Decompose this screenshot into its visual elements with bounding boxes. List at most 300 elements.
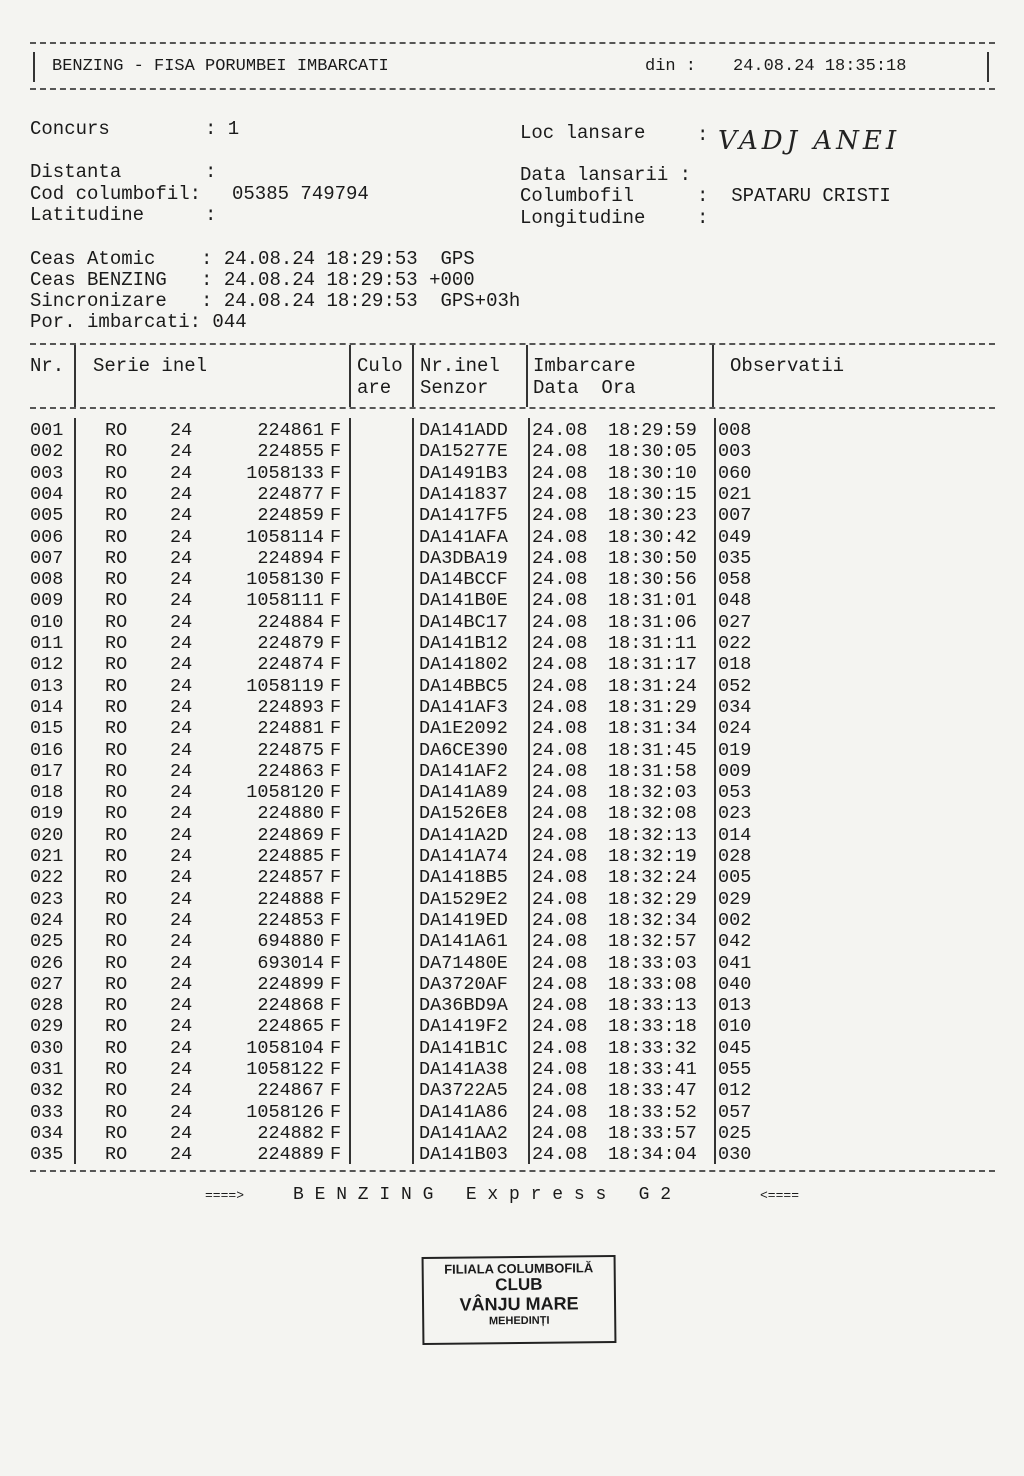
cell-country: RO (105, 931, 128, 953)
cell-sex: F (330, 654, 342, 676)
cell-date: 24.08 (532, 888, 588, 910)
cell-country: RO (105, 590, 128, 612)
cell-nr: 017 (30, 760, 64, 782)
table-row (30, 676, 995, 697)
cell-obs: 019 (718, 739, 752, 761)
cell-time: 18:31:11 (608, 633, 697, 654)
cell-ring: 1058130 (246, 569, 324, 591)
cell-nr: 010 (30, 611, 64, 633)
cell-date: 24.08 (532, 1059, 588, 1080)
cell-country: RO (105, 547, 128, 569)
cell-date: 24.08 (532, 1101, 588, 1123)
cell-sensor: DA141B0E (419, 590, 508, 612)
table-row (30, 931, 995, 952)
cell-sensor: DA141A89 (419, 782, 508, 804)
cell-sex: F (330, 505, 342, 527)
cell-country: RO (105, 846, 128, 867)
cell-obs: 057 (718, 1101, 752, 1123)
cell-time: 18:33:03 (608, 952, 697, 974)
cell-nr: 023 (30, 888, 64, 910)
table-row (30, 740, 995, 761)
cell-obs: 055 (718, 1059, 752, 1080)
cell-year: 24 (170, 654, 193, 676)
cell-sensor: DA141AA2 (419, 1122, 508, 1144)
cell-date: 24.08 (532, 441, 588, 463)
table-row (30, 1038, 995, 1059)
cell-obs: 022 (718, 633, 752, 654)
cell-date: 24.08 (532, 846, 588, 867)
cell-date: 24.08 (532, 1122, 588, 1144)
cell-sex: F (330, 760, 342, 782)
table-row (30, 889, 995, 910)
table-row (30, 825, 995, 846)
cell-date: 24.08 (532, 952, 588, 974)
cell-sex: F (330, 867, 342, 889)
cell-nr: 020 (30, 824, 64, 846)
col-sep-1-header (74, 345, 76, 407)
cell-nr: 008 (30, 569, 64, 591)
table-row (30, 633, 995, 654)
din-label: din : (645, 57, 697, 76)
col-header-nr: Nr. (30, 355, 65, 377)
cell-obs: 060 (718, 462, 752, 484)
cell-sex: F (330, 526, 342, 548)
cell-obs: 042 (718, 931, 752, 953)
cell-country: RO (105, 824, 128, 846)
cell-year: 24 (170, 739, 193, 761)
cell-year: 24 (170, 782, 193, 804)
cell-time: 18:30:10 (608, 462, 697, 484)
col-header-nrinel-2: Senzor (420, 377, 489, 399)
cell-year: 24 (170, 995, 193, 1017)
cell-ring: 1058122 (246, 1059, 324, 1080)
latitudine-value: : (205, 204, 217, 226)
cell-nr: 005 (30, 505, 64, 527)
cell-obs: 053 (718, 782, 752, 804)
table-row (30, 910, 995, 931)
cell-date: 24.08 (532, 483, 588, 505)
cell-country: RO (105, 675, 128, 697)
cell-country: RO (105, 909, 128, 931)
cell-country: RO (105, 483, 128, 505)
cell-sensor: DA141AFA (419, 526, 508, 548)
cell-nr: 004 (30, 483, 64, 505)
cell-date: 24.08 (532, 654, 588, 676)
header-bottom-border (30, 88, 995, 90)
data-lansarii-label: Data lansarii : (520, 164, 692, 186)
cell-sex: F (330, 1037, 342, 1059)
cell-nr: 028 (30, 995, 64, 1017)
table-row (30, 761, 995, 782)
footer-left-arrow: ====> (205, 1188, 245, 1203)
cell-time: 18:30:50 (608, 547, 697, 569)
cell-nr: 021 (30, 846, 64, 867)
cell-sex: F (330, 441, 342, 463)
cell-sex: F (330, 420, 342, 441)
cell-nr: 007 (30, 547, 64, 569)
cell-sex: F (330, 846, 342, 867)
cell-time: 18:33:08 (608, 973, 697, 995)
cell-year: 24 (170, 611, 193, 633)
cell-nr: 026 (30, 952, 64, 974)
cell-date: 24.08 (532, 547, 588, 569)
cell-sensor: DA1E2092 (419, 718, 508, 740)
cell-year: 24 (170, 973, 193, 995)
cell-year: 24 (170, 1037, 193, 1059)
cell-year: 24 (170, 675, 193, 697)
cell-nr: 029 (30, 1016, 64, 1038)
table-header-bottom-border (30, 407, 995, 409)
cell-nr: 009 (30, 590, 64, 612)
cell-sex: F (330, 909, 342, 931)
header-right-border (987, 52, 989, 82)
cell-sensor: DA141837 (419, 483, 508, 505)
cell-time: 18:30:56 (608, 569, 697, 591)
cell-sensor: DA6CE390 (419, 739, 508, 761)
cell-sensor: DA141B03 (419, 1144, 508, 1166)
cell-time: 18:32:19 (608, 846, 697, 867)
cell-sensor: DA141ADD (419, 420, 508, 441)
cell-obs: 007 (718, 505, 752, 527)
cell-country: RO (105, 760, 128, 782)
col-header-imbarcare-1: Imbarcare (533, 355, 636, 377)
cell-nr: 019 (30, 803, 64, 825)
cell-ring: 224899 (257, 973, 324, 995)
cell-nr: 015 (30, 718, 64, 740)
cell-time: 18:33:41 (608, 1059, 697, 1080)
cell-date: 24.08 (532, 909, 588, 931)
cell-sensor: DA1417F5 (419, 505, 508, 527)
cell-time: 18:31:01 (608, 590, 697, 612)
cell-date: 24.08 (532, 824, 588, 846)
cell-country: RO (105, 420, 128, 441)
cell-sensor: DA1529E2 (419, 888, 508, 910)
cell-date: 24.08 (532, 739, 588, 761)
table-row (30, 441, 995, 462)
cell-ring: 224853 (257, 909, 324, 931)
cell-ring: 1058104 (246, 1037, 324, 1059)
cell-obs: 008 (718, 420, 752, 441)
distanta-label: Distanta (30, 161, 122, 183)
footer-brand: B E N Z I N G E x p r e s s G 2 (293, 1185, 672, 1205)
cell-sensor: DA1419F2 (419, 1016, 508, 1038)
cell-country: RO (105, 867, 128, 889)
cell-sex: F (330, 696, 342, 718)
cell-sensor: DA141A38 (419, 1059, 508, 1080)
cell-obs: 014 (718, 824, 752, 846)
cell-obs: 058 (718, 569, 752, 591)
cell-sex: F (330, 675, 342, 697)
table-bottom-border (30, 1170, 995, 1172)
cell-time: 18:30:23 (608, 505, 697, 527)
cell-obs: 029 (718, 888, 752, 910)
cell-country: RO (105, 803, 128, 825)
cell-year: 24 (170, 1122, 193, 1144)
columbofil-value: : SPATARU CRISTI (697, 185, 891, 207)
cell-country: RO (105, 1016, 128, 1038)
cell-ring: 224881 (257, 718, 324, 740)
cell-ring: 1058126 (246, 1101, 324, 1123)
cell-date: 24.08 (532, 611, 588, 633)
table-row (30, 527, 995, 548)
cell-obs: 041 (718, 952, 752, 974)
cell-sex: F (330, 803, 342, 825)
sincronizare: Sincronizare : 24.08.24 18:29:53 GPS+03h (30, 290, 521, 312)
cell-country: RO (105, 633, 128, 654)
cell-nr: 003 (30, 462, 64, 484)
table-row (30, 1144, 995, 1165)
cell-year: 24 (170, 483, 193, 505)
cell-nr: 018 (30, 782, 64, 804)
cell-ring: 224859 (257, 505, 324, 527)
table-row (30, 995, 995, 1016)
cell-ring: 1058119 (246, 675, 324, 697)
cell-date: 24.08 (532, 931, 588, 953)
concurs-label: Concurs (30, 118, 110, 140)
header-left-border (33, 52, 35, 82)
cell-country: RO (105, 611, 128, 633)
cell-time: 18:33:32 (608, 1037, 697, 1059)
cell-country: RO (105, 1080, 128, 1102)
cell-sensor: DA141A61 (419, 931, 508, 953)
cell-obs: 009 (718, 760, 752, 782)
cell-sex: F (330, 973, 342, 995)
cell-year: 24 (170, 952, 193, 974)
stamp-line-4: MEHEDINȚI (488, 1314, 550, 1328)
cell-ring: 224894 (257, 547, 324, 569)
cell-ring: 1058114 (246, 526, 324, 548)
col-header-serie: Serie inel (93, 355, 208, 377)
cell-time: 18:34:04 (608, 1144, 697, 1166)
cell-year: 24 (170, 569, 193, 591)
cell-obs: 010 (718, 1016, 752, 1038)
columbofil-label: Columbofil (520, 185, 635, 207)
cell-time: 18:33:52 (608, 1101, 697, 1123)
cell-ring: 224889 (257, 1144, 324, 1166)
cell-sex: F (330, 1122, 342, 1144)
cell-ring: 224885 (257, 846, 324, 867)
cell-ring: 224869 (257, 824, 324, 846)
cell-sensor: DA141B12 (419, 633, 508, 654)
cell-date: 24.08 (532, 1144, 588, 1166)
cell-sensor: DA141AF2 (419, 760, 508, 782)
cell-sex: F (330, 611, 342, 633)
cell-date: 24.08 (532, 569, 588, 591)
cell-time: 18:31:45 (608, 739, 697, 761)
stamp-line-1: FILIALA COLUMBOFILĂ (444, 1260, 594, 1277)
cell-sensor: DA14BBC5 (419, 675, 508, 697)
cell-obs: 003 (718, 441, 752, 463)
table-row (30, 612, 995, 633)
cell-sex: F (330, 1101, 342, 1123)
cell-year: 24 (170, 846, 193, 867)
cell-nr: 034 (30, 1122, 64, 1144)
cell-ring: 224855 (257, 441, 324, 463)
cell-country: RO (105, 569, 128, 591)
cell-nr: 014 (30, 696, 64, 718)
cell-date: 24.08 (532, 420, 588, 441)
cell-obs: 013 (718, 995, 752, 1017)
cell-ring: 1058120 (246, 782, 324, 804)
cell-obs: 045 (718, 1037, 752, 1059)
cell-country: RO (105, 1122, 128, 1144)
table-row (30, 953, 995, 974)
cell-year: 24 (170, 420, 193, 441)
cell-date: 24.08 (532, 995, 588, 1017)
cell-year: 24 (170, 696, 193, 718)
cell-ring: 224875 (257, 739, 324, 761)
cell-time: 18:32:24 (608, 867, 697, 889)
cell-year: 24 (170, 1144, 193, 1166)
cell-year: 24 (170, 718, 193, 740)
cell-time: 18:31:24 (608, 675, 697, 697)
cell-sex: F (330, 483, 342, 505)
col-sep-5-header (712, 345, 714, 407)
cell-obs: 035 (718, 547, 752, 569)
col-header-culoare-1: Culo (357, 355, 403, 377)
cell-time: 18:31:17 (608, 654, 697, 676)
stamp-line-3: VÂNJU MARE (459, 1293, 579, 1315)
cell-obs: 021 (718, 483, 752, 505)
cell-time: 18:32:57 (608, 931, 697, 953)
ceas-atomic: Ceas Atomic : 24.08.24 18:29:53 GPS (30, 248, 475, 270)
cell-date: 24.08 (532, 1080, 588, 1102)
cell-obs: 018 (718, 654, 752, 676)
cell-nr: 002 (30, 441, 64, 463)
cell-obs: 030 (718, 1144, 752, 1166)
cell-time: 18:31:06 (608, 611, 697, 633)
cell-time: 18:33:57 (608, 1122, 697, 1144)
cell-year: 24 (170, 441, 193, 463)
cell-sensor: DA141A74 (419, 846, 508, 867)
cell-sex: F (330, 633, 342, 654)
cell-sensor: DA14BCCF (419, 569, 508, 591)
cell-sex: F (330, 547, 342, 569)
cell-sex: F (330, 1016, 342, 1038)
cell-country: RO (105, 973, 128, 995)
cell-time: 18:33:47 (608, 1080, 697, 1102)
cell-sensor: DA3722A5 (419, 1080, 508, 1102)
cell-sensor: DA1418B5 (419, 867, 508, 889)
col-header-imbarcare-2: Data Ora (533, 377, 636, 399)
cell-sensor: DA1491B3 (419, 462, 508, 484)
cell-obs: 012 (718, 1080, 752, 1102)
cell-date: 24.08 (532, 803, 588, 825)
cell-date: 24.08 (532, 675, 588, 697)
cell-country: RO (105, 1037, 128, 1059)
table-row (30, 569, 995, 590)
cell-ring: 224861 (257, 420, 324, 441)
cell-time: 18:31:58 (608, 760, 697, 782)
cell-country: RO (105, 1144, 128, 1166)
club-stamp (422, 1255, 617, 1345)
cell-date: 24.08 (532, 462, 588, 484)
cell-obs: 048 (718, 590, 752, 612)
cell-date: 24.08 (532, 760, 588, 782)
cell-obs: 005 (718, 867, 752, 889)
cell-time: 18:30:15 (608, 483, 697, 505)
cell-time: 18:32:13 (608, 824, 697, 846)
cell-year: 24 (170, 526, 193, 548)
cell-nr: 016 (30, 739, 64, 761)
cell-year: 24 (170, 505, 193, 527)
cell-obs: 024 (718, 718, 752, 740)
table-row (30, 718, 995, 739)
cell-sex: F (330, 718, 342, 740)
cell-obs: 023 (718, 803, 752, 825)
cell-country: RO (105, 462, 128, 484)
cell-sensor: DA141AF3 (419, 696, 508, 718)
loc-lansare-colon: : (697, 124, 709, 146)
cell-date: 24.08 (532, 633, 588, 654)
cell-country: RO (105, 1059, 128, 1080)
cell-date: 24.08 (532, 526, 588, 548)
cell-time: 18:32:29 (608, 888, 697, 910)
cell-year: 24 (170, 633, 193, 654)
cell-year: 24 (170, 590, 193, 612)
table-top-border (30, 343, 995, 345)
cell-year: 24 (170, 547, 193, 569)
cell-ring: 694880 (257, 931, 324, 953)
col-sep-3-header (412, 345, 414, 407)
cell-country: RO (105, 654, 128, 676)
cell-country: RO (105, 718, 128, 740)
cell-year: 24 (170, 803, 193, 825)
cell-obs: 027 (718, 611, 752, 633)
cell-nr: 032 (30, 1080, 64, 1102)
cell-sex: F (330, 462, 342, 484)
cell-country: RO (105, 526, 128, 548)
cell-sensor: DA141B1C (419, 1037, 508, 1059)
cell-country: RO (105, 505, 128, 527)
concurs-value: : 1 (205, 118, 240, 140)
table-row (30, 846, 995, 867)
cell-obs: 002 (718, 909, 752, 931)
document-title: BENZING - FISA PORUMBEI IMBARCATI (52, 57, 389, 76)
cell-nr: 035 (30, 1144, 64, 1166)
cell-nr: 025 (30, 931, 64, 953)
cell-sex: F (330, 782, 342, 804)
cell-country: RO (105, 995, 128, 1017)
cell-ring: 1058111 (246, 590, 324, 612)
cell-nr: 030 (30, 1037, 64, 1059)
table-row (30, 1102, 995, 1123)
cell-country: RO (105, 441, 128, 463)
cell-nr: 001 (30, 420, 64, 441)
cell-ring: 224877 (257, 483, 324, 505)
cell-date: 24.08 (532, 590, 588, 612)
cell-country: RO (105, 1101, 128, 1123)
table-row (30, 420, 995, 441)
cell-year: 24 (170, 1101, 193, 1123)
table-row (30, 1123, 995, 1144)
cell-ring: 224888 (257, 888, 324, 910)
cell-nr: 011 (30, 633, 64, 654)
cell-ring: 224879 (257, 633, 324, 654)
cell-sex: F (330, 1080, 342, 1102)
cell-date: 24.08 (532, 505, 588, 527)
cell-ring: 224867 (257, 1080, 324, 1102)
table-row (30, 590, 995, 611)
cell-ring: 224868 (257, 995, 324, 1017)
cell-ring: 224865 (257, 1016, 324, 1038)
cell-time: 18:30:42 (608, 526, 697, 548)
cell-time: 18:30:05 (608, 441, 697, 463)
cell-obs: 040 (718, 973, 752, 995)
cell-sex: F (330, 1059, 342, 1080)
cell-country: RO (105, 888, 128, 910)
cell-sensor: DA141A86 (419, 1101, 508, 1123)
